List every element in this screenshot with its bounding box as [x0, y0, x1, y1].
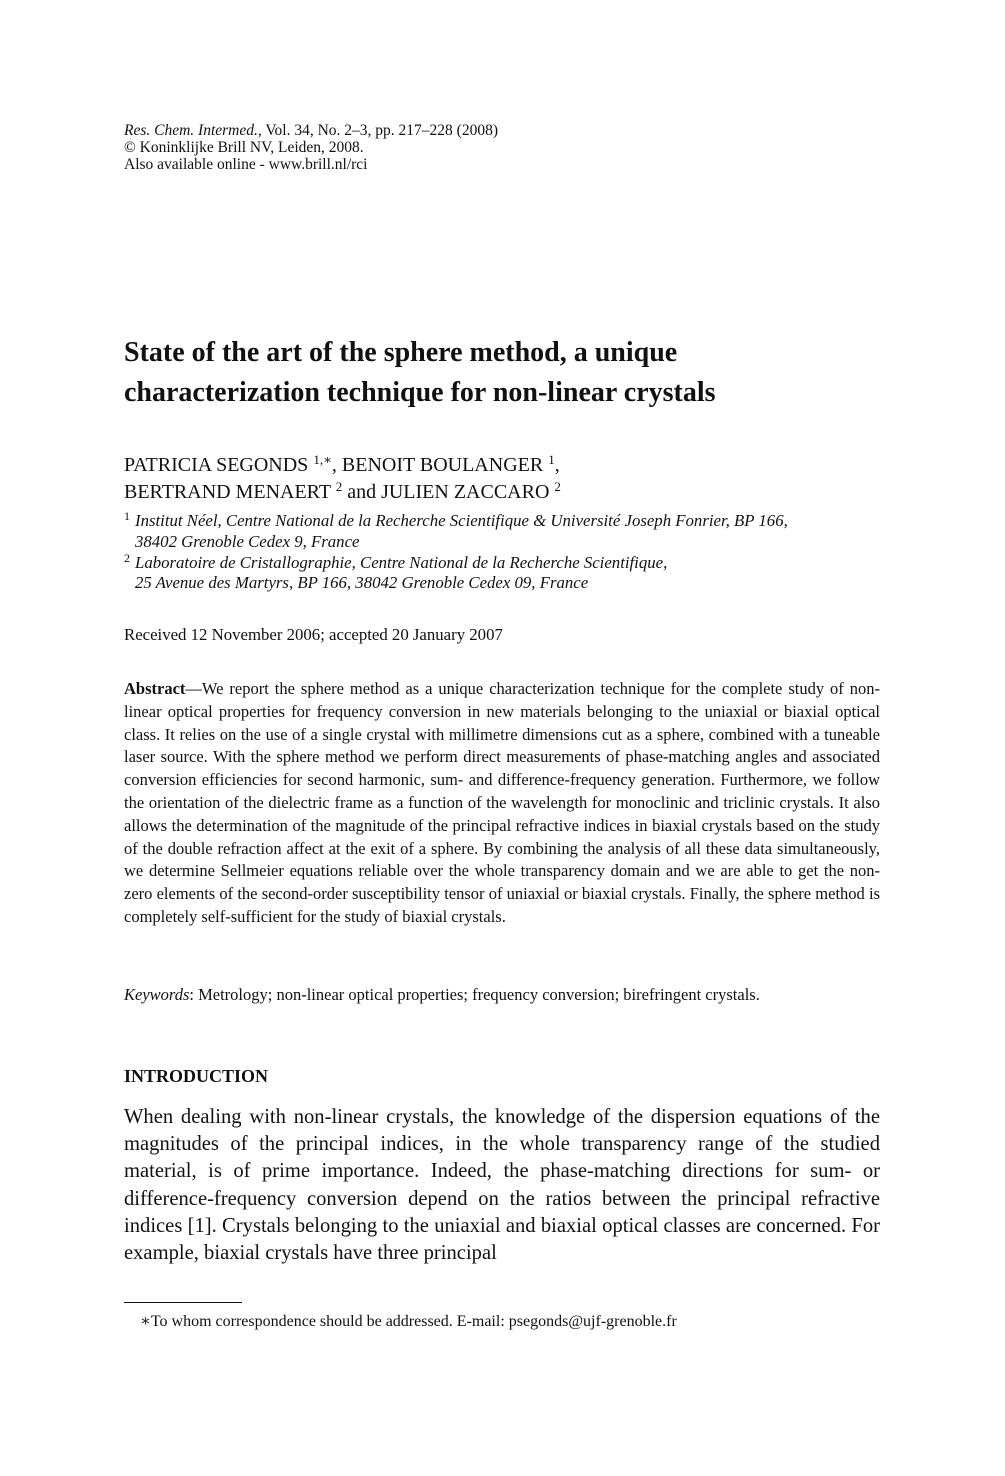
journal-name: Res. Chem. Intermed. — [124, 122, 258, 139]
journal-header — [124, 122, 498, 173]
paper-title — [124, 333, 884, 413]
author-affil-mark: 1 — [548, 452, 555, 467]
abstract-label: Abstract — [124, 679, 186, 698]
author-list — [124, 452, 561, 506]
author-affil-mark: 1,∗ — [313, 452, 332, 467]
title-line-2: characterization technique for non-linear crystals — [124, 377, 716, 408]
author-line-1: PATRICIA SEGONDS $^{1,∗}$, BENOIT BOULANGER $^1$, — [124, 452, 560, 476]
affiliation-number: 1 — [124, 509, 130, 523]
abstract — [124, 678, 880, 929]
footnote-divider — [124, 1302, 242, 1303]
keywords-label: Keywords — [124, 985, 190, 1004]
journal-copyright: © Koninklijke Brill NV, Leiden, 2008. — [124, 139, 364, 156]
affiliation-line: Institut Néel, Centre National de la Recherche Scientifique & Université Joseph Fonrier, BP 166, — [135, 511, 788, 530]
footnote — [140, 1312, 677, 1332]
title-line-1: State of the art of the sphere method, a unique — [124, 337, 678, 368]
author-name: BENOIT BOULANGER — [341, 454, 544, 476]
introduction-text: When dealing with non-linear crystals, the knowledge of the dispersion equations of the magnitudes of the principal indices, in the whole transparency range of the studied material, is of prime importance. Indeed, the phase-matching directions for sum- or difference-frequency conversion depend on the ratios between the principal refractive indices [1]. Crystals belonging to the uniaxial and biaxial optical classes are concerned. For example, biaxial crystals have three principal — [124, 1106, 880, 1265]
footnote-text: To whom correspondence should be addressed. E-mail: psegonds@ujf-grenoble.fr — [150, 1313, 677, 1330]
abstract-text: —We report the sphere method as a unique characterization technique for the complete study of non-linear optical properties for frequency conversion in new materials belonging to the uniaxial or biaxial optical class. It relies on the use of a single crystal with millimetre dimensions cut as a sphere, combined with a tuneable laser source. With the sphere method we perform direct measurements of phase-matching angles and associated conversion efficiencies for second harmonic, sum- and difference-frequency generation. Furthermore, we follow the orientation of the dielectric frame as a function of the wavelength for monoclinic and triclinic crystals. It also allows the determination of the magnitude of the principal refractive indices in biaxial crystals based on the study of the double refraction affect at the exit of a sphere. By combining the analysis of all these data simultaneously, we determine Sellmeier equations reliable over the whole transparency domain and we are able to get the non-zero elements of the second-order susceptibility tensor of uniaxial or biaxial crystals. Finally, the sphere method is completely self-sufficient for the study of biaxial crystals. — [124, 679, 880, 926]
author-affil-mark: 2 — [554, 479, 561, 494]
journal-online: Also available online - www.brill.nl/rci — [124, 156, 368, 173]
affiliation-number: 2 — [124, 550, 130, 565]
author-line-2 — [124, 479, 561, 506]
affiliation-1 — [124, 511, 788, 553]
section-heading: INTRODUCTION — [124, 1066, 269, 1086]
author-affil-mark: 2 — [335, 479, 343, 494]
author-name: JULIEN ZACCARO — [381, 481, 550, 503]
author-name: PATRICIA SEGONDS — [124, 454, 309, 476]
journal-citation — [124, 122, 498, 139]
footnote-mark: ∗ — [140, 1313, 151, 1330]
affiliation-line: 25 Avenue des Martyrs, BP 166, 38042 Grenoble Cedex 09, France — [135, 573, 589, 593]
affiliation-line: Laboratoire de Cristallographie, Centre National de la Recherche Scientifique, — [135, 552, 668, 572]
author-conjunction: and — [347, 481, 377, 503]
journal-details: , Vol. 34, No. 2–3, pp. 217–228 (2008) — [257, 122, 498, 139]
keywords — [124, 985, 760, 1005]
received-dates: Received 12 November 2006; accepted 20 January 2007 — [124, 625, 503, 644]
paper-page — [124, 0, 880, 1476]
affiliation-line: 38402 Grenoble Cedex 9, France — [135, 531, 360, 551]
affiliation-2 — [124, 550, 788, 595]
author-name: BERTRAND MENAERT — [124, 481, 331, 503]
keywords-text: : Metrology; non-linear optical properties; frequency conversion; birefringent crystals. — [189, 985, 760, 1004]
affiliations — [124, 511, 788, 594]
